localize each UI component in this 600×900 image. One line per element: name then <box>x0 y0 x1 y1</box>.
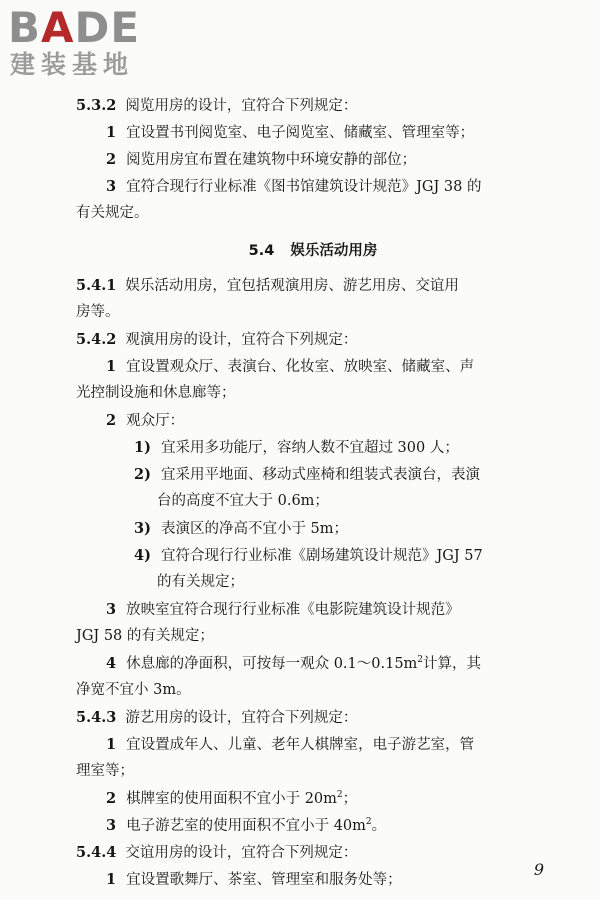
logo-wordmark: BADE <box>8 3 141 52</box>
clause-text: 观演用房的设计，宜符合下列规定： <box>125 332 358 348</box>
clause-text: 交谊用房的设计，宜符合下列规定： <box>125 845 358 861</box>
clause-5-4-3 <box>76 704 550 731</box>
clause-number: 5.4.3 <box>76 709 117 726</box>
section-number: 5.4 <box>248 243 275 259</box>
clause-number: 5.3.2 <box>76 97 117 114</box>
list-item-continuation: 净宽不宜小 3m。 <box>76 682 191 698</box>
list-item-continuation: 有关规定。 <box>76 205 149 221</box>
sub-item: 2) 宜采用平地面、移动式座椅和组装式表演台，表演 <box>134 466 480 483</box>
list-item: 1 宜设置歌舞厅、茶室、管理室和服务处等； <box>106 871 402 888</box>
list-item: 2 棋牌室的使用面积不宜小于 $20m^2$； <box>106 790 358 807</box>
list-item: 3 宜符合现行行业标准《图书馆建筑设计规范》JGJ 38 的 <box>106 178 482 195</box>
sub-item-continuation: 的有关规定； <box>157 574 244 590</box>
clause-number: 5.4.1 <box>76 277 117 294</box>
list-item: 1 宜设置成年人、儿童、老年人棋牌室，电子游艺室，管 <box>106 736 475 753</box>
clause-5-4-2 <box>76 326 550 353</box>
list-item: 1 宜设置观众厅、表演台、化妆室、放映室、储藏室、声 <box>106 358 475 375</box>
list-item-continuation: JGJ 58 的有关规定； <box>76 628 214 644</box>
clause-number: 5.4.4 <box>76 844 117 861</box>
sub-item: 3) 表演区的净高不宜小于 5m； <box>134 520 349 537</box>
list-item: 4 休息廊的净面积，可按每一观众 $0.1\sim 0.15m^2$计算，其 <box>106 655 482 672</box>
list-item: 1 宜设置书刊阅览室、电子阅览室、储藏室、管理室等； <box>106 124 475 141</box>
clause-text: 娱乐活动用房，宜包括观演用房、游艺用房、交谊用 <box>125 278 459 294</box>
clause-number: 5.4.2 <box>76 331 117 348</box>
logo-subtitle: 建装基地 <box>10 50 135 79</box>
list-item: 3 放映室宜符合现行行业标准《电影院建筑设计规范》 <box>106 601 460 618</box>
list-item: 2 观众厅： <box>106 412 185 429</box>
clause-5-4-1 <box>76 272 550 299</box>
section-heading <box>76 237 550 265</box>
section-title: 娱乐活动用房 <box>290 243 378 259</box>
clause-continuation: 房等。 <box>76 304 120 320</box>
list-item-continuation: 光控制设施和休息廊等； <box>76 385 236 401</box>
superscript: 2 <box>336 790 343 801</box>
page-number: 9 <box>533 860 544 879</box>
bade-logo <box>8 3 178 80</box>
superscript: 2 <box>417 655 424 666</box>
list-item-continuation: 理室等； <box>76 763 134 779</box>
list-item: 2 阅览用房宜布置在建筑物中环境安静的部位； <box>106 151 417 168</box>
clause-5-4-4 <box>76 839 550 866</box>
list-item: 3 电子游艺室的使用面积不宜小于 $40m^2$。 <box>106 817 387 834</box>
sub-item: 1) 宜采用多功能厅，容纳人数不宜超过 300 人； <box>134 439 459 456</box>
clause-text: 阅览用房的设计，宜符合下列规定： <box>125 98 358 114</box>
clause-text: 游艺用房的设计，宜符合下列规定： <box>125 710 358 726</box>
clause-5-3-2 <box>76 92 550 119</box>
document-page <box>76 92 550 893</box>
sub-item: 4) 宜符合现行行业标准《剧场建筑设计规范》JGJ 57 <box>134 547 483 564</box>
sub-item-continuation: 台的高度不宜大于 0.6m； <box>157 493 329 509</box>
superscript: 2 <box>365 817 372 828</box>
